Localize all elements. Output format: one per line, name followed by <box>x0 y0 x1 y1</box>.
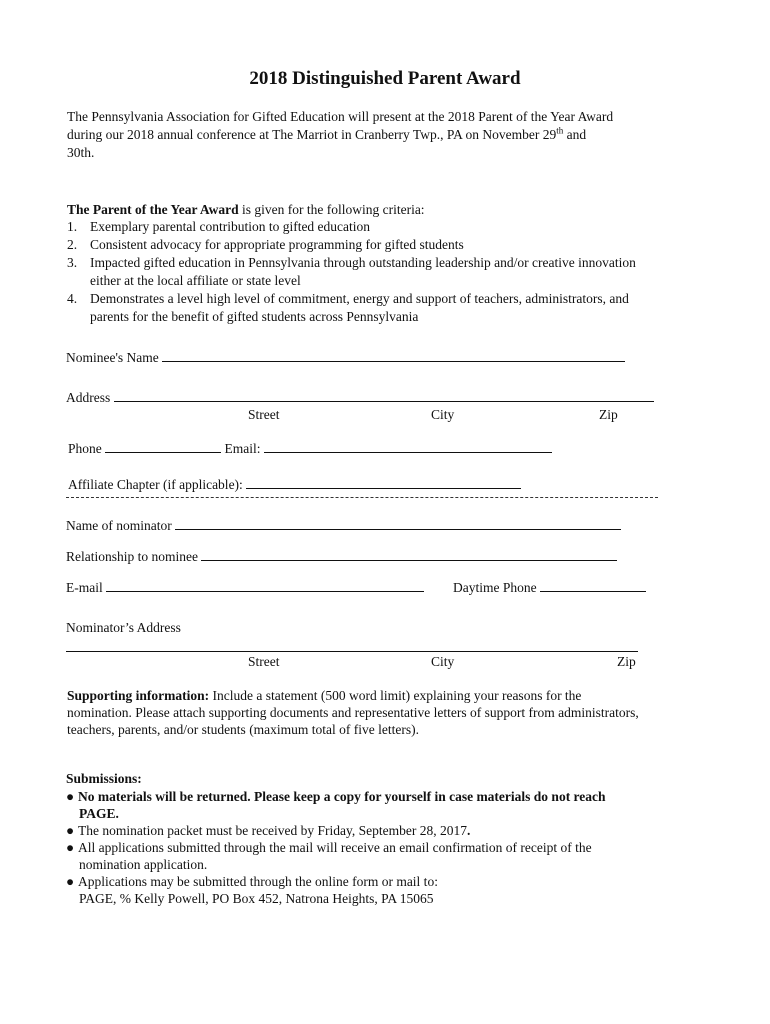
relationship-row <box>66 548 617 565</box>
criteria-num-3: 3. <box>67 255 78 270</box>
email-label: Email: <box>224 441 261 456</box>
nominator-address-label: Nominator’s Address <box>66 620 181 635</box>
nominator-email-label: E-mail <box>66 580 103 595</box>
intro-line-2: during our 2018 annual conference at The Marriot in Cranberry Twp., PA on November 29th and <box>67 125 587 142</box>
nominator-street-caption: Street <box>248 654 280 669</box>
phone-email-row <box>68 440 552 457</box>
daytime-phone-label: Daytime Phone <box>453 580 537 595</box>
bullet-icon: ● <box>66 789 75 804</box>
phone-field[interactable] <box>105 440 221 453</box>
criteria-item-4: Demonstrates a level high level of commitment, energy and support of teachers, administrators, and <box>90 291 629 306</box>
criteria-item-3-cont: either at the local affiliate or state level <box>90 273 301 288</box>
dashed-divider <box>66 497 658 499</box>
page-title: 2018 Distinguished Parent Award <box>249 68 521 89</box>
nominator-email-row <box>66 579 424 596</box>
affiliate-row <box>68 476 521 493</box>
supporting-line-1: Supporting information: Include a statement (500 word limit) explaining your reasons for the <box>67 688 582 703</box>
criteria-num-1: 1. <box>67 219 78 234</box>
nominator-address-field[interactable] <box>66 651 638 652</box>
criteria-item-1: Exemplary parental contribution to gifted education <box>90 219 371 234</box>
criteria-item-2: Consistent advocacy for appropriate programming for gifted students <box>90 237 464 252</box>
address-city-caption: City <box>431 407 455 422</box>
bullet-icon: ● <box>66 840 75 855</box>
affiliate-label: Affiliate Chapter (if applicable): <box>68 477 243 492</box>
nominator-email-field[interactable] <box>106 579 424 592</box>
intro-line-3: 30th. <box>67 145 95 160</box>
address-row <box>66 389 654 406</box>
nominee-name-field[interactable] <box>162 349 625 362</box>
nominator-name-row <box>66 517 621 534</box>
affiliate-field[interactable] <box>246 476 521 489</box>
address-field[interactable] <box>114 389 654 402</box>
daytime-phone-row <box>453 579 646 596</box>
criteria-heading: The Parent of the Year Award is given for the following criteria: <box>67 202 425 217</box>
criteria-num-2: 2. <box>67 237 78 252</box>
nominee-name-label: Nominee's Name <box>66 350 159 365</box>
submission-bullet-3: ● All applications submitted through the mail will receive an email confirmation of receipt of the <box>66 840 592 855</box>
relationship-field[interactable] <box>201 548 617 561</box>
submission-bullet-2: ● The nomination packet must be received by Friday, September 28, 2017. <box>66 823 471 838</box>
address-zip-caption: Zip <box>599 407 618 422</box>
nominee-name-row <box>66 349 625 366</box>
criteria-num-4: 4. <box>67 291 78 306</box>
nominator-name-field[interactable] <box>175 517 621 530</box>
supporting-line-2: nomination. Please attach supporting documents and representative letters of support from administrators, <box>67 705 639 720</box>
supporting-line-3: teachers, parents, and/or students (maximum total of five letters). <box>67 722 420 737</box>
nominator-name-label: Name of nominator <box>66 518 172 533</box>
phone-label: Phone <box>68 441 102 456</box>
address-street-caption: Street <box>248 407 280 422</box>
supporting-label: Supporting information: <box>67 688 210 703</box>
submissions-heading: Submissions: <box>66 771 142 786</box>
submission-bullet-1: ● No materials will be returned. Please keep a copy for yourself in case materials do not reach <box>66 789 606 804</box>
relationship-label: Relationship to nominee <box>66 549 198 564</box>
submission-bullet-4: ● Applications may be submitted through the online form or mail to: <box>66 874 438 889</box>
submission-bullet-1-cont: PAGE. <box>79 806 119 821</box>
submission-bullet-3-cont: nomination application. <box>79 857 208 872</box>
nominator-city-caption: City <box>431 654 455 669</box>
criteria-item-3: Impacted gifted education in Pennsylvania through outstanding leadership and/or creative innovation <box>90 255 636 270</box>
superscript-th: th <box>556 125 564 136</box>
bullet-icon: ● <box>66 874 75 889</box>
daytime-phone-field[interactable] <box>540 579 646 592</box>
email-field[interactable] <box>264 440 552 453</box>
address-label: Address <box>66 390 111 405</box>
bullet-icon: ● <box>66 823 75 838</box>
intro-line-1: The Pennsylvania Association for Gifted Education will present at the 2018 Parent of the Year Award <box>67 109 614 124</box>
criteria-item-4-cont: parents for the benefit of gifted students across Pennsylvania <box>90 309 419 324</box>
nominator-zip-caption: Zip <box>617 654 636 669</box>
mailing-address: PAGE, % Kelly Powell, PO Box 452, Natrona Heights, PA 15065 <box>79 891 434 906</box>
